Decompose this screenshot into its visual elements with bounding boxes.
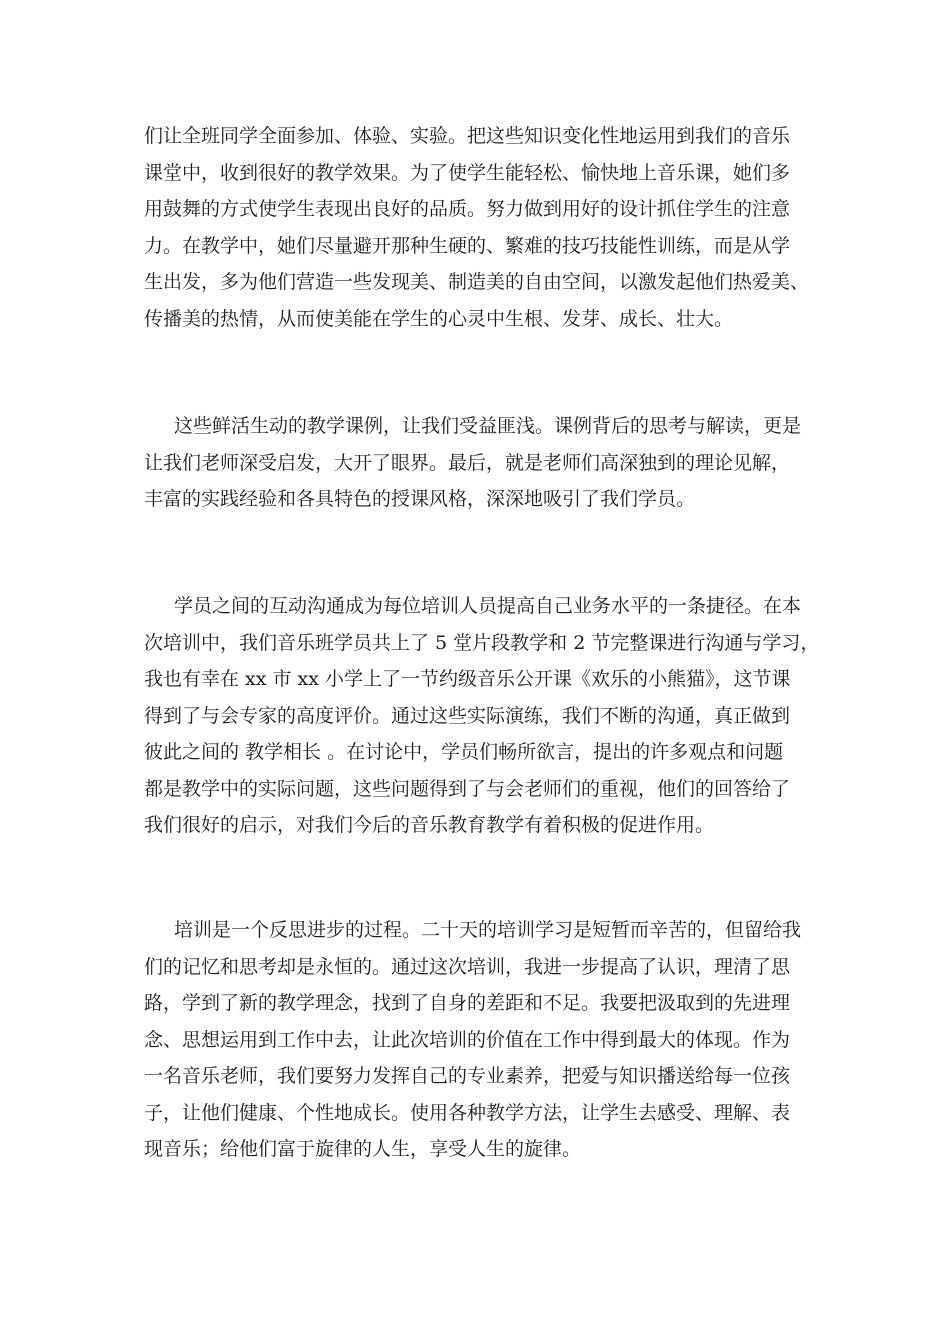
paragraph-3 — [144, 588, 824, 844]
paragraph-line: 这些鲜活生动的教学课例，让我们受益匪浅。课例背后的思考与解读，更是 — [174, 415, 802, 437]
paragraph-line: 我也有幸在 xx 市 xx 小学上了一节约级音乐公开课《欢乐的小熊猫》，这节课 — [144, 668, 791, 690]
paragraph-line: 路，学到了新的教学理念，找到了自身的差距和不足。我要把汲取到的先进理 — [144, 992, 791, 1014]
paragraph-line: 培训是一个反思进步的过程。二十天的培训学习是短暂而辛苦的，但留给我 — [174, 919, 802, 941]
paragraph-line: 现音乐；给他们富于旋律的人生，享受人生的旋律。 — [144, 1138, 582, 1160]
paragraph-line: 们让全班同学全面参加、体验、实验。把这些知识变化性地运用到我们的音乐 — [144, 125, 791, 147]
paragraph-line: 彼此之间的 教学相长 。在讨论中，学员们畅所欲言，提出的许多观点和问题 — [144, 741, 784, 763]
paragraph-line: 们的记忆和思考却是永恒的。通过这次培训，我进一步提高了认识，理清了思 — [144, 955, 791, 978]
paragraph-line: 丰富的实践经验和各具特色的授课风格，深深地吸引了我们学员。 — [144, 488, 696, 510]
paragraph-line: 次培训中，我们音乐班学员共上了 5 堂片段教学和 2 节完整课进行沟通与学习， — [144, 631, 820, 654]
paragraph-4 — [144, 912, 824, 1168]
paragraph-1 — [144, 118, 824, 337]
paragraph-line: 力。在教学中，她们尽量避开那种生硬的、繁难的技巧技能性训练，而是从学 — [144, 234, 791, 257]
paragraph-line: 让我们老师深受启发，大开了眼界。最后，就是老师们高深独到的理论见解， — [144, 451, 791, 474]
paragraph-line: 念、思想运用到工作中去，让此次培训的价值在工作中得到最大的体现。作为 — [144, 1028, 791, 1051]
paragraph-line: 传播美的热情，从而使美能在学生的心灵中生根、发芽、成长、壮大。 — [144, 307, 734, 330]
paragraph-line: 子，让他们健康、个性地成长。使用各种教学方法，让学生去感受、理解、表 — [144, 1101, 791, 1124]
paragraph-line: 得到了与会专家的高度评价。通过这些实际演练，我们不断的沟通，真正做到 — [144, 704, 791, 727]
paragraph-line: 生出发，多为他们营造一些发现美、制造美的自由空间，以激发起他们热爱美、 — [144, 271, 810, 293]
paragraph-line: 学员之间的互动沟通成为每位培训人员提高自己业务水平的一条捷径。在本 — [174, 595, 802, 617]
paragraph-line: 都是教学中的实际问题，这些问题得到了与会老师们的重视，他们的回答给了 — [144, 777, 791, 800]
paragraph-line: 用鼓舞的方式使学生表现出良好的品质。努力做到用好的设计抓住学生的注意 — [144, 198, 791, 220]
paragraph-line: 我们很好的启示，对我们今后的音乐教育教学有着积极的促进作用。 — [144, 814, 715, 836]
paragraph-2 — [144, 408, 824, 518]
paragraph-line: 课堂中，收到很好的教学效果。为了使学生能轻松、愉快地上音乐课，她们多 — [144, 161, 791, 184]
paragraph-line: 一名音乐老师，我们要努力发挥自己的专业素养，把爱与知识播送给每一位孩 — [144, 1065, 791, 1087]
